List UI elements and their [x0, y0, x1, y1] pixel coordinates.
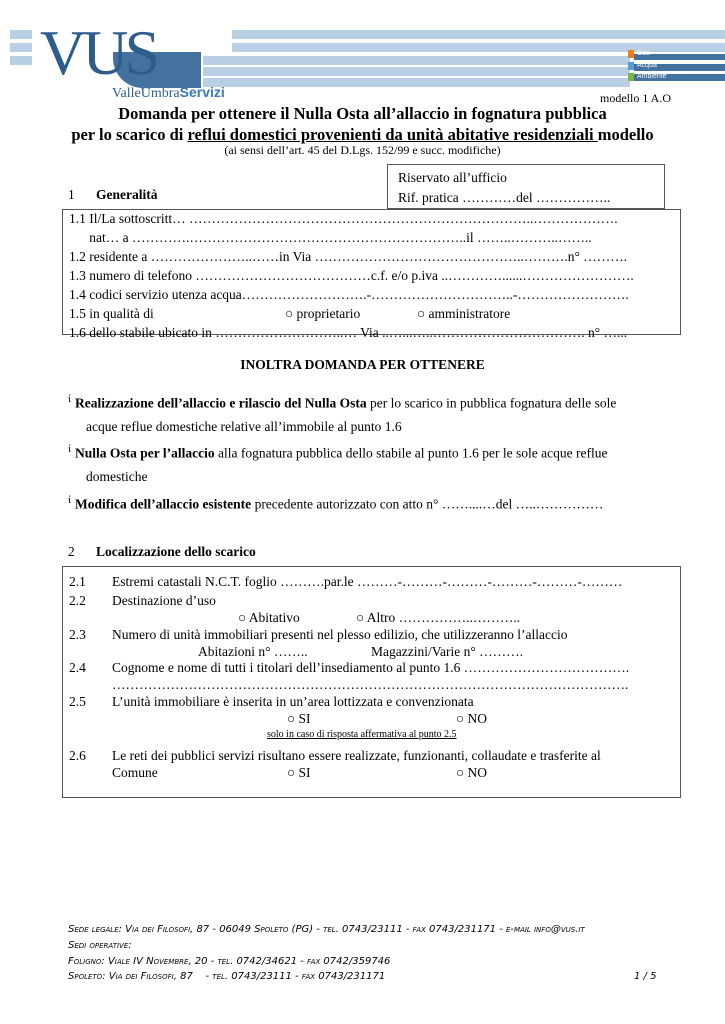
localizzazione-box	[62, 566, 681, 798]
option-nulla-osta-cont: domestiche	[86, 469, 148, 484]
item-number: 2.2	[69, 593, 86, 608]
field-telefono[interactable]: 1.3 numero di telefono …………………………………c.f. e/o p.iva ..…………......…………………….	[69, 268, 634, 283]
field-residente[interactable]: 1.2 residente a …………………..……in Via ………………………………………..……….n° ……….	[69, 249, 628, 264]
office-label: Riservato all’ufficio	[398, 170, 507, 185]
service-acqua: Acqua	[637, 62, 657, 69]
note-25: solo in caso di risposta affermativa al punto 2.5	[267, 729, 457, 740]
item-number: 2.4	[69, 660, 86, 675]
checkbox-icon[interactable]: ί	[68, 443, 71, 455]
model-label: modello 1 A.O	[600, 91, 671, 105]
field-titolari-cont[interactable]: …………………………………………………………………………………………………….	[112, 677, 629, 692]
practice-ref[interactable]: Rif. pratica …………del ……………..	[398, 190, 611, 205]
radio-no-25[interactable]: ○ NO	[456, 711, 488, 726]
page-number: 1 / 5	[634, 971, 657, 982]
office-box	[387, 164, 665, 209]
service-ambiente: Ambiente	[637, 73, 667, 80]
footer-sedi-operative: Sedi operative:	[68, 940, 132, 951]
service-gas: Gas	[637, 50, 650, 57]
field-stabile[interactable]: 1.6 dello stabile ubicato in ………………………..… Via ..…...…..……………………………. n° …...	[69, 325, 628, 340]
brand-name: ValleUmbraServizi	[112, 84, 225, 101]
subtitle: (ai sensi dell’art. 45 del D.Lgs. 152/99 e succ. modifiche)	[224, 143, 501, 157]
option-realizzazione[interactable]: $^ί$ Realizzazione dell’allaccio e rilascio del Nulla Osta per lo scarico in pubblica fognatura delle sole	[68, 393, 617, 411]
field-sottoscritto[interactable]: 1.1 Il/La sottoscritt… …………………………………………………………………..……………….	[69, 211, 618, 226]
field-codici[interactable]: 1.4 codici servizio utenza acqua……………………….-…………………………..-…………………….	[69, 287, 629, 302]
label-lottizzata: L’unità immobiliare è inserita in un’area lottizzata e convenzionata	[112, 694, 474, 709]
option-realizzazione-cont: acque reflue domestiche relative all’immobile al punto 1.6	[86, 419, 402, 434]
section2-number: 2	[68, 544, 75, 559]
radio-amministratore[interactable]: ○ amministratore	[417, 306, 511, 321]
item-number: 2.5	[69, 694, 86, 709]
option-nulla-osta[interactable]: $^ί$ Nulla Osta per l’allaccio alla fognatura pubblica dello stabile al punto 1.6 per le sole acque reflue	[68, 443, 608, 461]
generalita-box	[62, 209, 681, 340]
field-abitazioni[interactable]: Abitazioni n° ……..	[198, 644, 308, 659]
item-number: 2.3	[69, 627, 86, 642]
checkbox-icon[interactable]: ί	[68, 494, 71, 506]
item-number: 2.6	[69, 748, 86, 763]
radio-si-26[interactable]: ○ SI	[287, 765, 311, 780]
radio-si-25[interactable]: ○ SI	[287, 711, 311, 726]
section1-number: 1	[68, 187, 75, 202]
field-magazzini[interactable]: Magazzini/Varie n° ……….	[371, 644, 523, 659]
footer-spoleto: Spoleto: Via dei Filosofi, 87 - tel. 0743/23111 - fax 0743/231171	[68, 971, 386, 982]
radio-altro[interactable]: ○ Altro ……………..………..	[356, 610, 521, 625]
radio-abitativo[interactable]: ○ Abitativo	[238, 610, 300, 625]
inoltra-heading: INOLTRA DOMANDA PER OTTENERE	[240, 357, 485, 372]
field-titolari[interactable]: Cognome e nome di tutti i titolari dell’insediamento al punto 1.6 ……………………………….	[112, 660, 630, 675]
field-catastali[interactable]: Estremi catastali N.C.T. foglio ……….par.le ………-………-………-………-………-………	[112, 574, 623, 589]
radio-no-26[interactable]: ○ NO	[456, 765, 488, 780]
label-comune: Comune	[112, 765, 158, 780]
label-reti: Le reti dei pubblici servizi risultano essere realizzate, funzionanti, collaudate e trasferite al	[112, 748, 601, 763]
label-destinazione: Destinazione d’uso	[112, 593, 216, 608]
logo-letters: VUS	[40, 17, 157, 88]
checkbox-icon[interactable]: ί	[68, 393, 71, 405]
page-title-line2: per lo scarico di reflui domestici provenienti da unità abitative residenziali modello	[71, 125, 654, 144]
section1-title: Generalità	[96, 187, 158, 202]
footer-foligno: Foligno: Viale IV Novembre, 20 - tel. 0742/34621 - fax 0742/359746	[68, 956, 391, 967]
field-nato[interactable]: nat… a ………….……………………………………………………..il ……..………..……..	[69, 230, 592, 245]
item-number: 2.1	[69, 574, 86, 589]
page-title: Domanda per ottenere il Nulla Osta all’allaccio in fognatura pubblica	[118, 104, 607, 123]
label-unita: Numero di unità immobiliari presenti nel plesso edilizio, che utilizzeranno l’allaccio	[112, 627, 568, 642]
field-qualita-label: 1.5 in qualità di	[69, 306, 154, 321]
footer-sede-legale: Sede legale: Via dei Filosofi, 87 - 06049 Spoleto (PG) - tel. 0743/23111 - fax 0743/231171 - e-mail info@vus.it	[68, 924, 585, 935]
option-modifica[interactable]: $^ί$ Modifica dell’allaccio esistente precedente autorizzato con atto n° ……....…del …..……………	[68, 494, 604, 512]
section2-title: Localizzazione dello scarico	[96, 544, 256, 559]
radio-proprietario[interactable]: ○ proprietario	[285, 306, 361, 321]
